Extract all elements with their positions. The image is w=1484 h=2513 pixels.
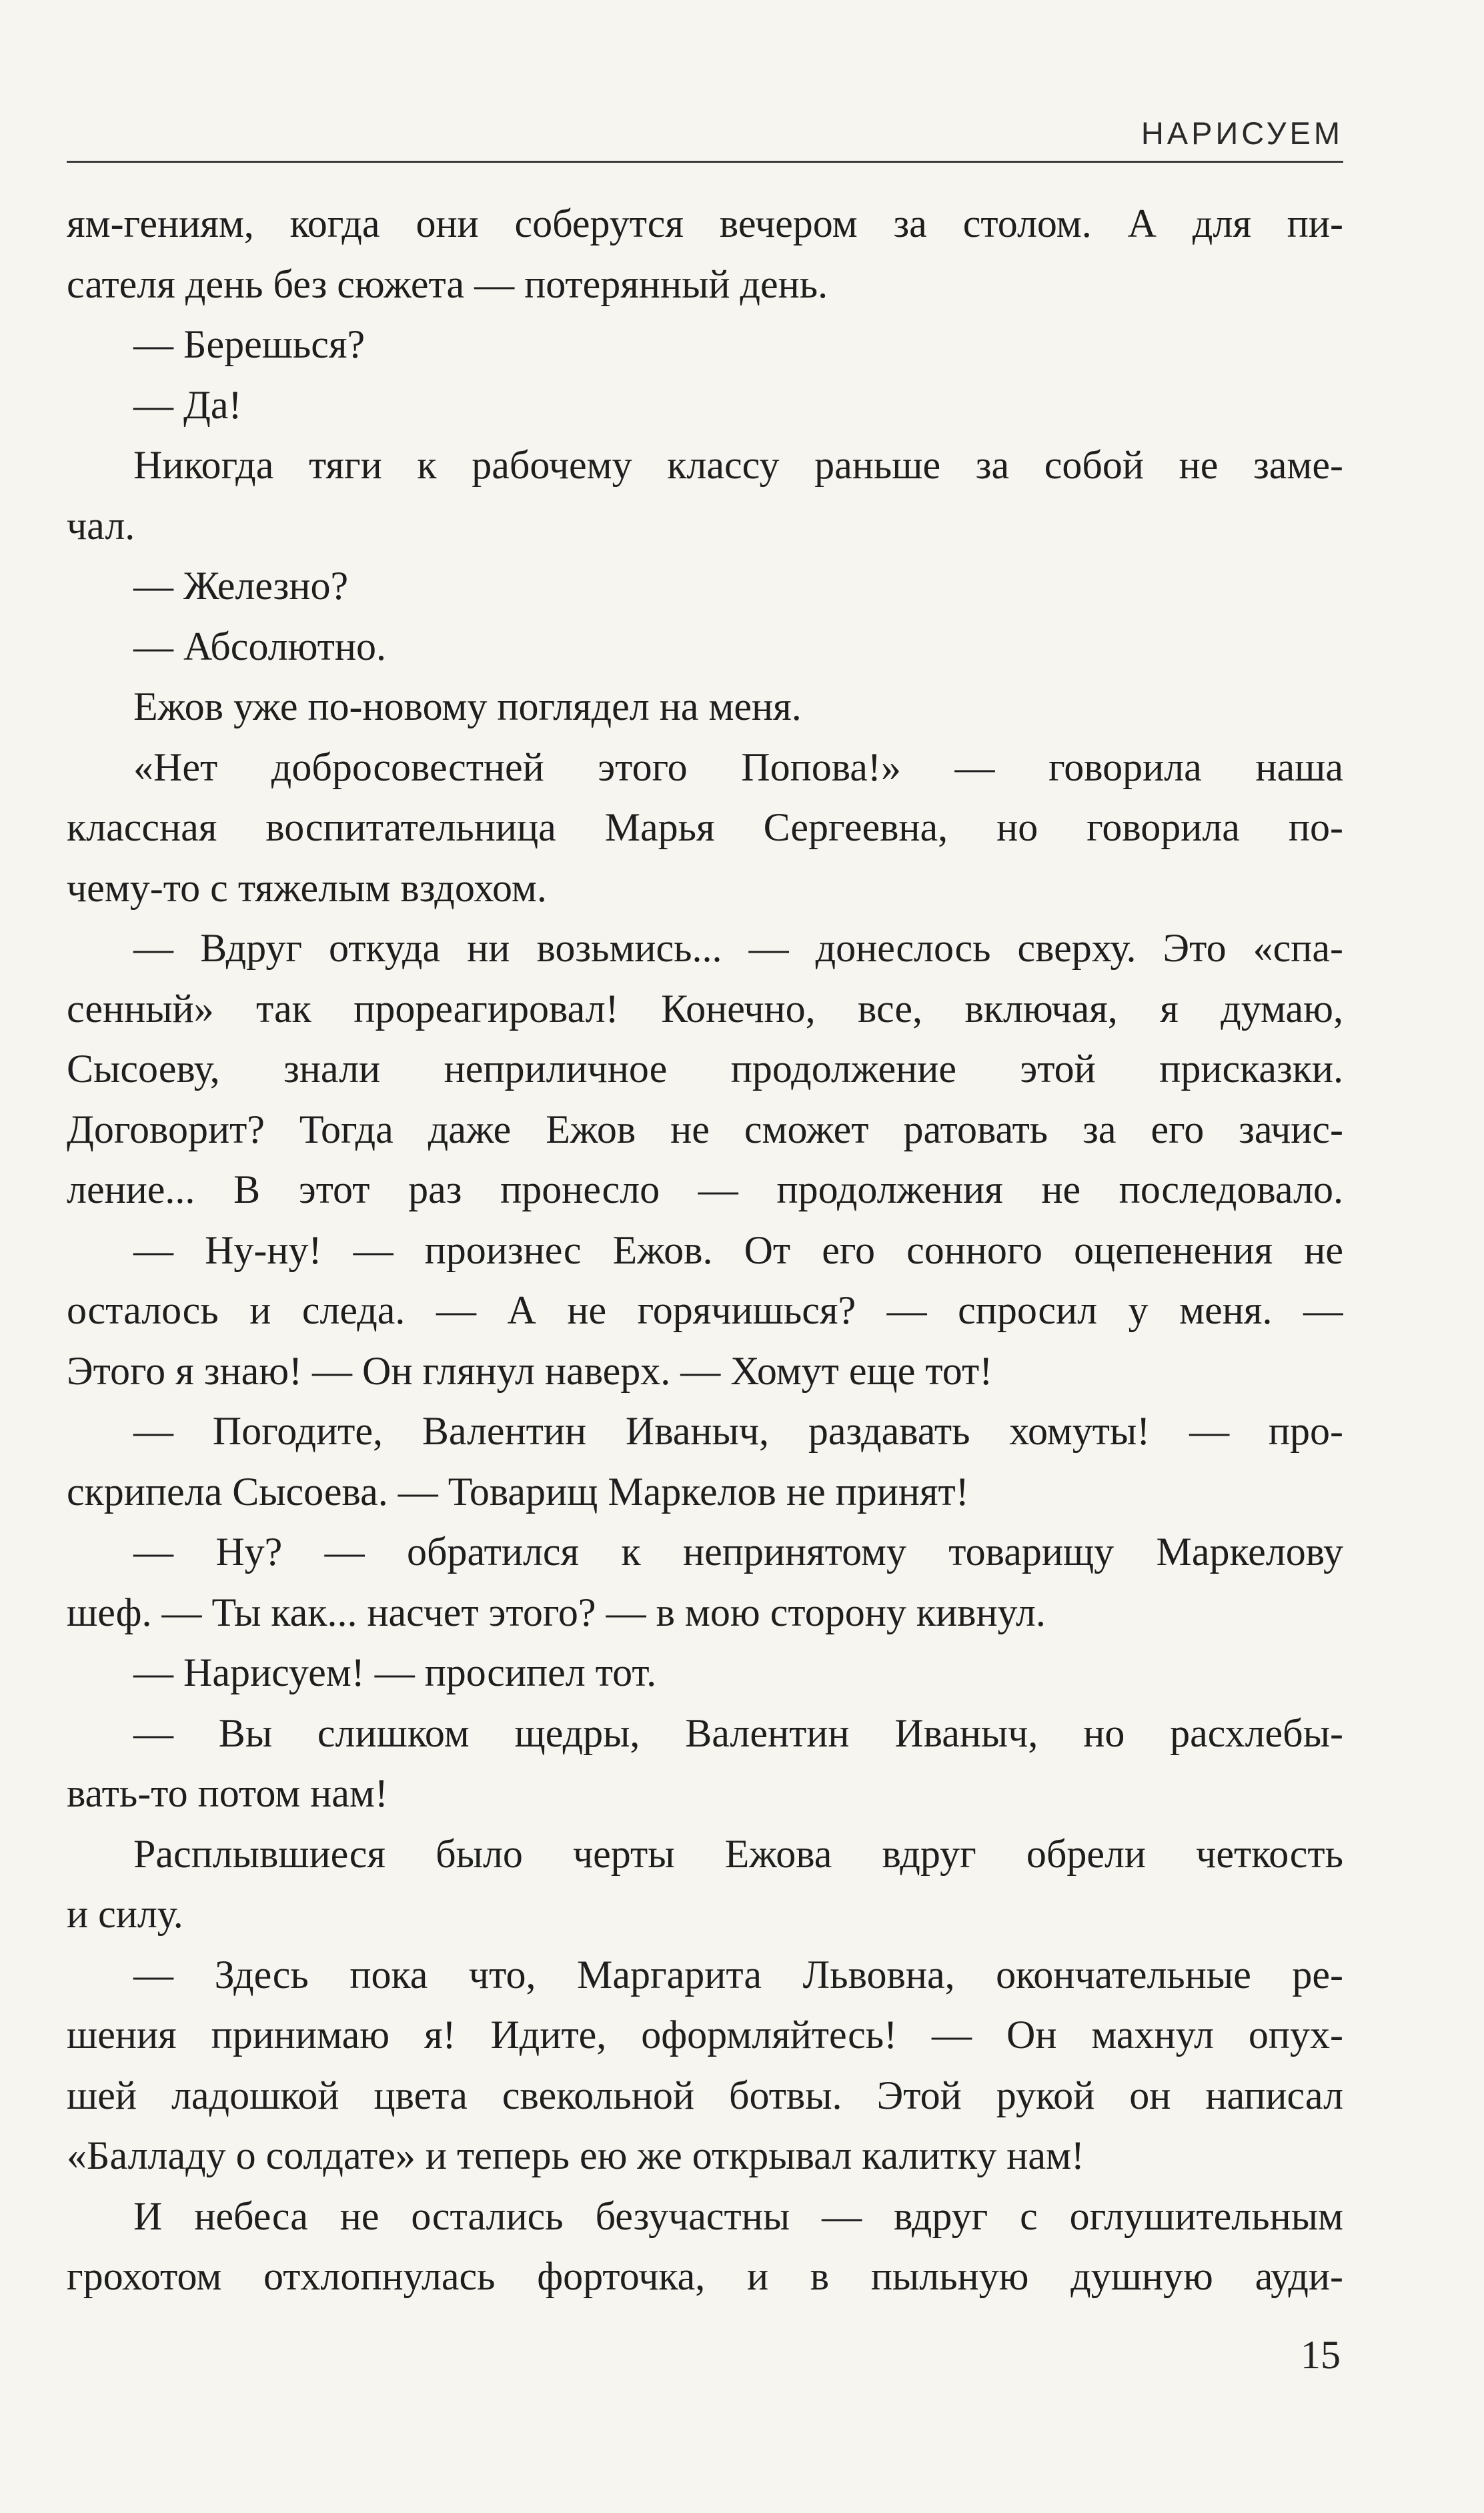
text-line: — Ну-ну! — произнес Ежов. От его сонного оцепенения не <box>133 1227 1343 1272</box>
text-line: чему-то с тяжелым вздохом. <box>67 865 547 910</box>
text-line: — Абсолютно. <box>133 624 386 668</box>
text-line: — Здесь пока что, Маргарита Львовна, окончательные ре- <box>133 1952 1343 1997</box>
text-line: ям-гениям, когда они соберутся вечером за столом. А для пи- <box>67 201 1343 245</box>
text-line: сателя день без сюжета — потерянный день. <box>67 262 828 306</box>
text-line: и силу. <box>67 1892 183 1936</box>
text-line: — Нарисуем! — просипел тот. <box>133 1650 657 1694</box>
text-line: шеф. — Ты как... насчет этого? — в мою сторону кивнул. <box>67 1590 1046 1634</box>
text-line: осталось и следа. — А не горячишься? — спросил у меня. — <box>67 1288 1343 1332</box>
text-line: грохотом отхлопнулась форточка, и в пыльную душную ауди- <box>67 2254 1343 2298</box>
text-line: — Берешься? <box>133 322 365 366</box>
text-line: Сысоеву, знали неприличное продолжение этой присказки. <box>67 1047 1343 1091</box>
text-line: «Балладу о солдате» и теперь ею же открывал калитку нам! <box>67 2133 1084 2177</box>
text-line: ление... В этот раз пронесло — продолжения не последовало. <box>67 1167 1343 1211</box>
text-line: — Ну? — обратился к непринятому товарищу Маркелову <box>133 1530 1343 1574</box>
header-rule <box>67 161 1343 163</box>
text-line: — Да! <box>133 382 242 427</box>
text-line: «Нет добросовестней этого Попова!» — говорила наша <box>133 744 1343 789</box>
text-line: классная воспитательница Марья Сергеевна, но говорила по- <box>67 805 1343 849</box>
text-line: Никогда тяги к рабочему классу раньше за собой не заме- <box>133 443 1343 487</box>
text-line: И небеса не остались безучастны — вдруг с оглушительным <box>133 2193 1343 2238</box>
text-line: шей ладошкой цвета свекольной ботвы. Этой рукой он написал <box>67 2073 1343 2117</box>
text-line: — Вдруг откуда ни возьмись... — донеслось сверху. Это «спа- <box>133 926 1343 970</box>
body-text <box>67 193 1343 2307</box>
text-line: Ежов уже по-новому поглядел на меня. <box>133 684 802 728</box>
running-head-title: НАРИСУЕМ <box>1141 115 1343 151</box>
text-line: сенный» так прореагировал! Конечно, все, включая, я думаю, <box>67 986 1343 1031</box>
page-number: 15 <box>1301 2333 1341 2377</box>
text-line: скрипела Сысоева. — Товарищ Маркелов не принят! <box>67 1469 969 1514</box>
text-line: Расплывшиеся было черты Ежова вдруг обрели четкость <box>133 1831 1343 1876</box>
text-line: Этого я знаю! — Он глянул наверх. — Хомут еще тот! <box>67 1348 993 1393</box>
text-line: вать-то потом нам! <box>67 1771 388 1815</box>
text-line: шения принимаю я! Идите, оформляйтесь! — Он махнул опух- <box>67 2013 1343 2057</box>
text-line: чал. <box>67 503 135 548</box>
text-line: Договорит? Тогда даже Ежов не сможет ратовать за его зачис- <box>67 1107 1343 1151</box>
text-line: — Вы слишком щедры, Валентин Иваныч, но расхлебы- <box>133 1710 1343 1755</box>
text-line: — Погодите, Валентин Иваныч, раздавать хомуты! — про- <box>133 1409 1343 1453</box>
text-line: — Железно? <box>133 564 349 608</box>
